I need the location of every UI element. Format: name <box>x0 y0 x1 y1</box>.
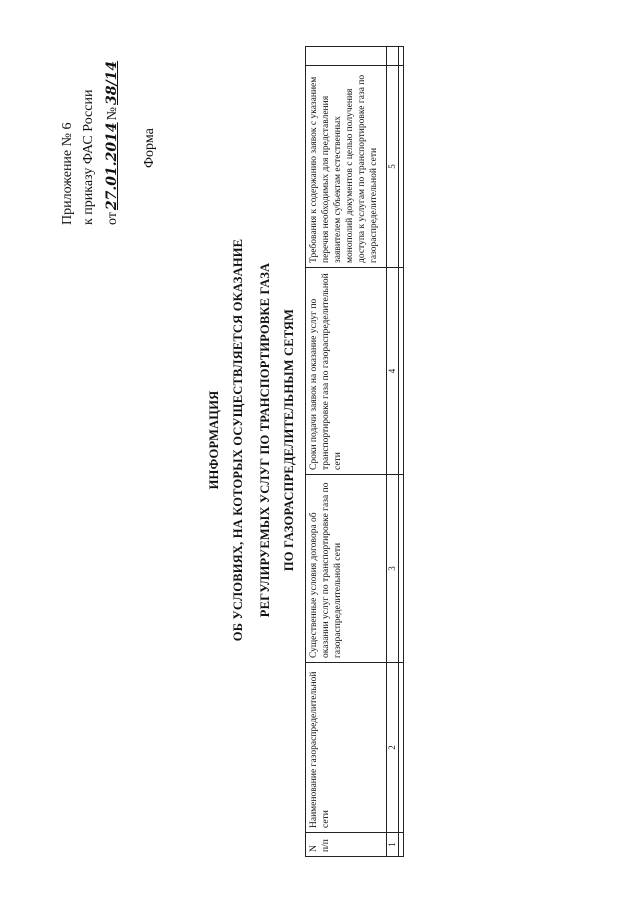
table-header-row <box>306 47 387 857</box>
info-table <box>305 46 404 857</box>
empty-cell <box>399 268 404 475</box>
document-title: ИНФОРМАЦИЯ <box>207 390 221 490</box>
number-cell: 2 <box>387 663 399 833</box>
table-row <box>399 47 404 857</box>
empty-cell <box>399 47 404 66</box>
header-cell-network-name: Наименование газораспределительной сети <box>306 663 387 833</box>
header-cell-extra <box>306 47 387 66</box>
header-cell-application-requirements: Требования к содержанию заявок с указанием перечня необходимых для представления заявителем субъектам естественных монополий документов с целью получения доступа к услугам по транспортировке газа по газораспределительной сети <box>306 66 387 268</box>
document-subtitle-line-3: ПО ГАЗОРАСПРЕДЕЛИТЕЛЬНЫМ СЕТЯМ <box>282 308 296 572</box>
empty-cell <box>399 833 404 857</box>
handwritten-date: 27.01.2014 <box>104 122 120 211</box>
number-prefix: № <box>105 107 120 121</box>
document-page <box>10 0 610 880</box>
date-prefix: от <box>105 212 120 225</box>
header-cell-number: N п/п <box>306 833 387 857</box>
document-subtitle-line-1: ОБ УСЛОВИЯХ, НА КОТОРЫХ ОСУЩЕСТВЛЯЕТСЯ ОКАЗАНИЕ <box>231 238 245 642</box>
number-cell: 1 <box>387 833 399 857</box>
order-reference: к приказу ФАС России <box>81 89 96 225</box>
empty-cell <box>387 47 399 66</box>
empty-cell <box>399 66 404 268</box>
document-subtitle-line-2: РЕГУЛИРУЕМЫХ УСЛУГ ПО ТРАНСПОРТИРОВКЕ ГАЗА <box>258 262 272 618</box>
empty-cell <box>399 663 404 833</box>
appendix-label: Приложение № 6 <box>60 122 75 225</box>
handwritten-number: 38/14 <box>104 60 120 106</box>
number-cell: 4 <box>387 268 399 475</box>
header-cell-application-deadlines: Сроки подачи заявок на оказание услуг по транспортировке газа по газораспределительной сети <box>306 268 387 475</box>
number-cell: 3 <box>387 475 399 663</box>
header-cell-contract-terms: Существенные условия договора об оказании услуг по транспортировке газа по газораспределительной сети <box>306 475 387 663</box>
empty-cell <box>399 475 404 663</box>
number-cell: 5 <box>387 66 399 268</box>
order-date-line <box>104 59 121 225</box>
table-row <box>387 47 399 857</box>
form-label: Форма <box>142 128 157 168</box>
